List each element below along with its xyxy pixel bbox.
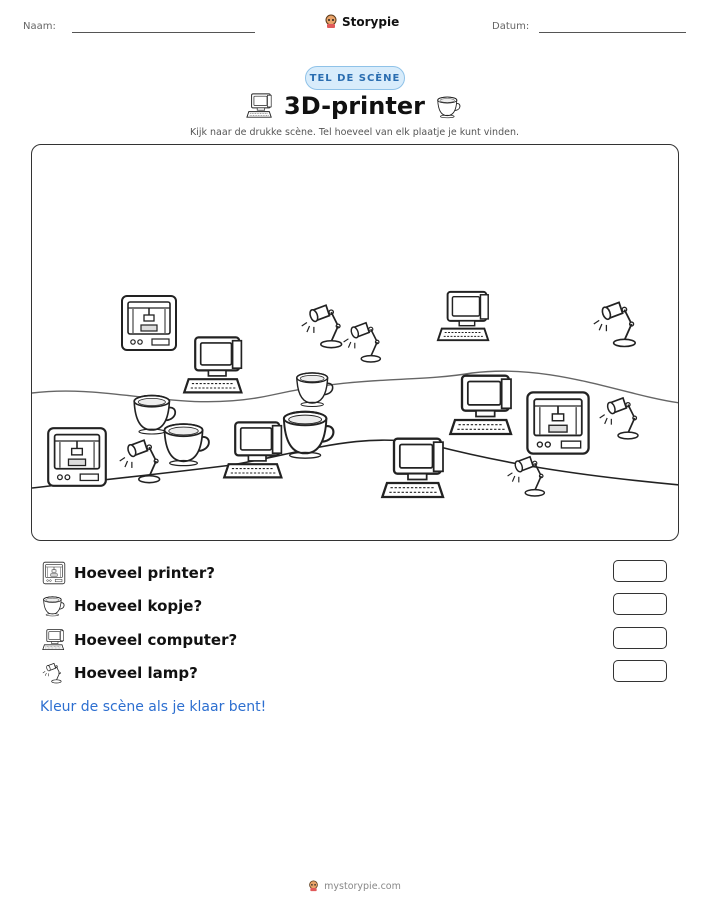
computer-item [382,439,443,497]
cup-item [284,412,334,458]
storypie-mascot-icon [324,14,338,29]
coloring-note: Kleur de scène als je klaar bent! [40,699,267,715]
question-printer [42,560,215,586]
activity-badge: TEL DE SCÈNE [305,66,405,90]
computer-icon [42,628,66,652]
computer-item [450,376,511,434]
question-cup [42,593,202,619]
lamp-item [594,302,635,346]
question-label: Hoeveel kopje? [74,597,203,615]
computer-item [184,337,241,392]
printer-item [122,296,176,350]
question-label: Hoeveel printer? [74,564,215,582]
footer-url[interactable]: mystorypie.com [324,880,401,892]
question-label: Hoeveel computer? [74,631,238,649]
cup-icon [434,94,464,120]
date-line[interactable] [539,32,686,33]
question-label: Hoeveel lamp? [74,664,198,682]
answer-box-lamp[interactable] [613,660,667,682]
page-subtitle: Kijk naar de drukke scène. Tel hoeveel van elk plaatje je kunt vinden. [190,127,519,138]
answer-box-printer[interactable] [613,560,667,582]
computer-item [438,292,488,340]
cup-item [297,373,333,407]
answer-box-cup[interactable] [613,593,667,615]
storypie-mascot-icon [308,880,319,892]
printer-item [48,428,106,486]
printer-icon [42,561,66,585]
question-lamp [42,660,198,686]
lamp-icon [42,661,66,685]
lamp-item [344,323,381,362]
brand-name: Storypie [342,14,400,29]
name-line[interactable] [72,32,255,33]
question-computer [42,627,237,653]
brand-logo [324,14,399,29]
answer-box-computer[interactable] [613,627,667,649]
cup-icon [42,594,66,618]
computer-item [224,422,281,477]
printer-item [527,392,588,453]
date-label: Datum: [492,21,530,32]
page-title: 3D-printer [284,92,425,120]
lamp-item [302,305,342,347]
cup-item [164,424,208,466]
counting-scene [31,144,679,541]
name-label: Naam: [23,21,56,32]
footer [0,880,709,892]
lamp-item [600,398,638,439]
